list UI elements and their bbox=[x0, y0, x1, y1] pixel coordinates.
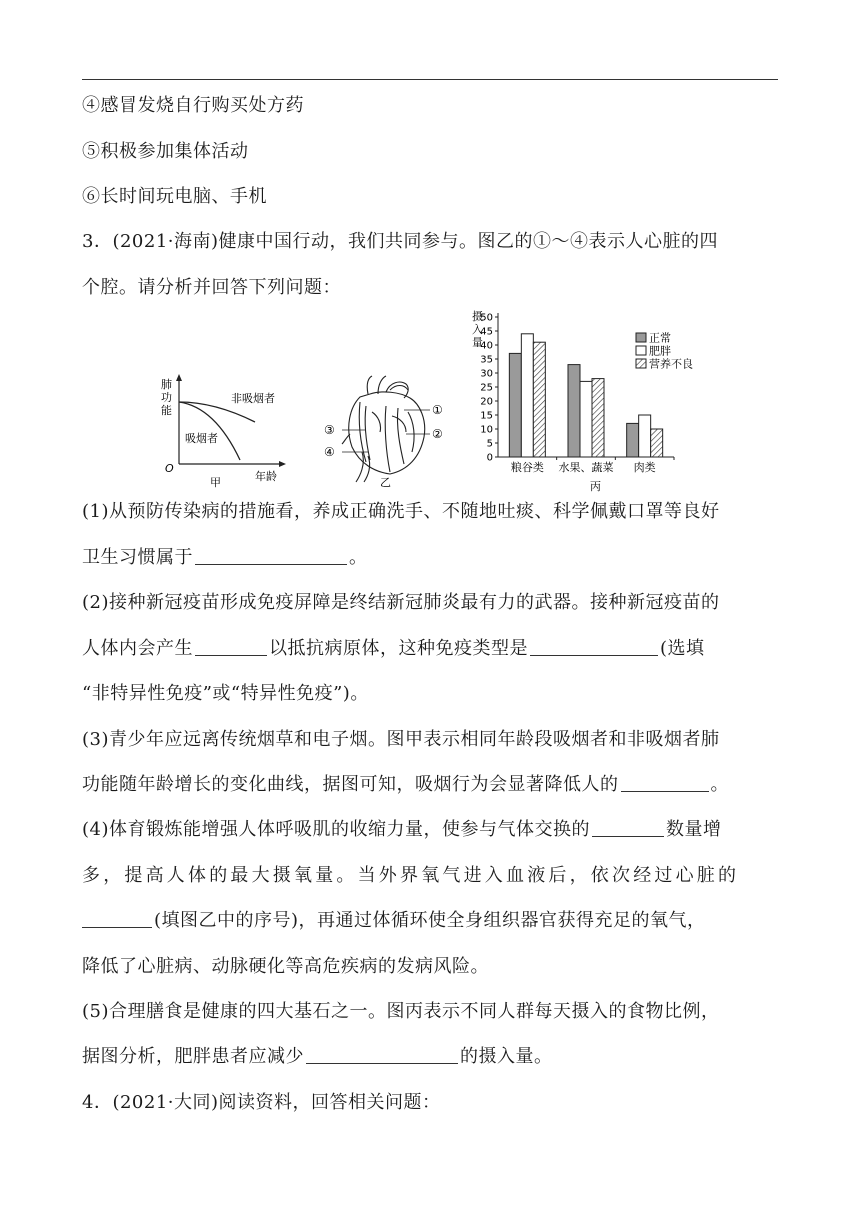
jia-ylabel-2: 功 bbox=[161, 391, 172, 404]
part-2-text-a: 人体内会产生 bbox=[82, 638, 193, 659]
bing-ytick-label: 15 bbox=[480, 410, 493, 422]
part-2-line-a: (2)接种新冠疫苗形成免疫屏障是终结新冠肺炎最有力的武器。接种新冠疫苗的 bbox=[82, 592, 720, 613]
part-5-line-b bbox=[82, 1045, 553, 1069]
heart-label-1: ① bbox=[432, 403, 443, 417]
part-3-end: 。 bbox=[710, 774, 729, 795]
part-3-text: 功能随年龄增长的变化曲线，据图可知，吸烟行为会显著降低人的 bbox=[82, 774, 619, 795]
bing-ytick-label: 40 bbox=[480, 340, 493, 352]
yi-caption: 乙 bbox=[380, 476, 391, 489]
bing-legend-swatch bbox=[636, 359, 646, 368]
bing-category-label: 水果、蔬菜 bbox=[558, 461, 614, 474]
part-5-line-a: (5)合理膳食是健康的四大基石之一。图丙表示不同人群每天摄入的食物比例， bbox=[82, 1001, 720, 1022]
heart-label-3: ③ bbox=[324, 423, 335, 437]
bing-bar bbox=[509, 353, 521, 457]
jia-ylabel-3: 能 bbox=[161, 404, 172, 417]
heart-label-4: ④ bbox=[324, 445, 335, 459]
bing-bar bbox=[533, 342, 545, 457]
bing-ytick-label: 30 bbox=[480, 368, 493, 380]
heart-drawing bbox=[342, 376, 425, 482]
bing-ytick-label: 25 bbox=[480, 382, 493, 394]
part-3-line-b bbox=[82, 773, 729, 797]
part-4-line-a bbox=[82, 818, 722, 842]
answer-blank-4b[interactable] bbox=[82, 909, 152, 928]
bing-ytick-label: 45 bbox=[480, 326, 493, 338]
part-5-text: 据图分析，肥胖患者应减少 bbox=[82, 1046, 304, 1067]
bing-legend-swatch bbox=[636, 333, 646, 342]
bing-category-label: 肉类 bbox=[633, 461, 656, 474]
answer-blank-4a[interactable] bbox=[592, 818, 664, 837]
option-6: ⑥长时间玩电脑、手机 bbox=[82, 186, 267, 207]
jia-label-smoker: 吸烟者 bbox=[185, 432, 218, 445]
bing-ytick-label: 5 bbox=[486, 438, 493, 450]
jia-origin: O bbox=[165, 462, 174, 475]
answer-blank-5[interactable] bbox=[306, 1045, 458, 1064]
jia-xlabel: 年龄 bbox=[255, 470, 277, 483]
bing-legend-swatch bbox=[636, 346, 646, 355]
top-rule bbox=[82, 79, 778, 80]
question-3-intro-1: 3．(2021·海南)健康中国行动，我们共同参与。图乙的①～④表示人心脏的四 bbox=[82, 231, 719, 252]
part-1-end: 。 bbox=[349, 547, 368, 568]
answer-blank-3[interactable] bbox=[621, 773, 709, 792]
part-4-line-d: 降低了心脏病、动脉硬化等高危疾病的发病风险。 bbox=[82, 956, 489, 977]
jia-ylabel-1: 肺 bbox=[161, 378, 172, 391]
bing-ytick-label: 0 bbox=[486, 452, 493, 464]
part-1-line-a: (1)从预防传染病的措施看，养成正确洗手、不随地吐痰、科学佩戴口罩等良好 bbox=[82, 501, 720, 522]
bing-bar bbox=[639, 415, 651, 457]
answer-blank-1[interactable] bbox=[195, 546, 347, 565]
bing-legend bbox=[636, 331, 693, 371]
option-5: ⑤积极参加集体活动 bbox=[82, 141, 249, 162]
bing-bar bbox=[580, 381, 592, 457]
option-4: ④感冒发烧自行购买处方药 bbox=[82, 95, 304, 116]
bing-caption: 丙 bbox=[590, 480, 601, 493]
jia-label-nonsmoker: 非吸烟者 bbox=[231, 392, 275, 405]
bing-ytick-label: 20 bbox=[480, 396, 493, 408]
bing-ytick-label: 35 bbox=[480, 354, 493, 366]
part-2-line-b bbox=[82, 637, 705, 661]
figure-jia-svg bbox=[155, 372, 290, 490]
part-4-text-a: (4)体育锻炼能增强人体呼吸肌的收缩力量，使参与气体交换的 bbox=[82, 819, 590, 840]
bing-bar bbox=[651, 429, 663, 457]
bing-bar bbox=[592, 379, 604, 457]
part-1-text: 卫生习惯属于 bbox=[82, 547, 193, 568]
jia-caption: 甲 bbox=[210, 476, 221, 489]
question-4: 4．(2021·大同)阅读资料，回答相关问题： bbox=[82, 1092, 441, 1113]
part-4-text-b: 数量增 bbox=[666, 819, 722, 840]
part-4-line-c bbox=[82, 909, 706, 933]
part-2-text-c: (选填 bbox=[660, 638, 705, 659]
part-4-line-b: 多，提高人体的最大摄氧量。当外界氧气进入血液后，依次经过心脏的 bbox=[82, 865, 740, 886]
bing-legend-label: 营养不良 bbox=[649, 357, 693, 371]
jia-curve-smoker bbox=[179, 402, 240, 460]
figure-jia bbox=[155, 372, 290, 490]
part-5-end: 的摄入量。 bbox=[460, 1046, 553, 1067]
figure-yi bbox=[320, 372, 460, 490]
part-4-text-c: (填图乙中的序号)，再通过体循环使全身组织器官获得充足的氧气， bbox=[154, 910, 706, 931]
bing-category-label: 粮谷类 bbox=[510, 461, 544, 474]
part-1-line-b bbox=[82, 546, 368, 570]
answer-blank-2b[interactable] bbox=[530, 637, 658, 656]
bing-legend-label: 正常 bbox=[649, 331, 671, 345]
bing-ylabel-2: 入 bbox=[472, 323, 483, 336]
part-2-text-b: 以抵抗病原体，这种免疫类型是 bbox=[269, 638, 528, 659]
answer-blank-2a[interactable] bbox=[195, 637, 267, 656]
jia-y-arrow bbox=[176, 374, 182, 381]
bing-ytick-label: 10 bbox=[480, 424, 493, 436]
question-3-intro-2: 个腔。请分析并回答下列问题： bbox=[82, 277, 341, 298]
bing-ylabel-3: 量 bbox=[472, 336, 483, 349]
heart-label-2: ② bbox=[432, 427, 443, 441]
bing-legend-label: 肥胖 bbox=[649, 344, 671, 358]
figure-yi-svg bbox=[320, 372, 460, 490]
jia-x-arrow bbox=[279, 461, 286, 467]
part-2-line-c: “非特异性免疫”或“特异性免疫”)。 bbox=[82, 683, 369, 704]
part-3-line-a: (3)青少年应远离传统烟草和电子烟。图甲表示相同年龄段吸烟者和非吸烟者肺 bbox=[82, 729, 720, 750]
bing-chart-svg bbox=[468, 307, 718, 493]
bing-ytick-label: 50 bbox=[480, 312, 493, 324]
bing-bar bbox=[627, 423, 639, 457]
bing-bar bbox=[568, 365, 580, 457]
bing-bar bbox=[521, 334, 533, 457]
figure-bing bbox=[468, 307, 718, 493]
bing-ylabel-1: 摄 bbox=[472, 310, 483, 323]
